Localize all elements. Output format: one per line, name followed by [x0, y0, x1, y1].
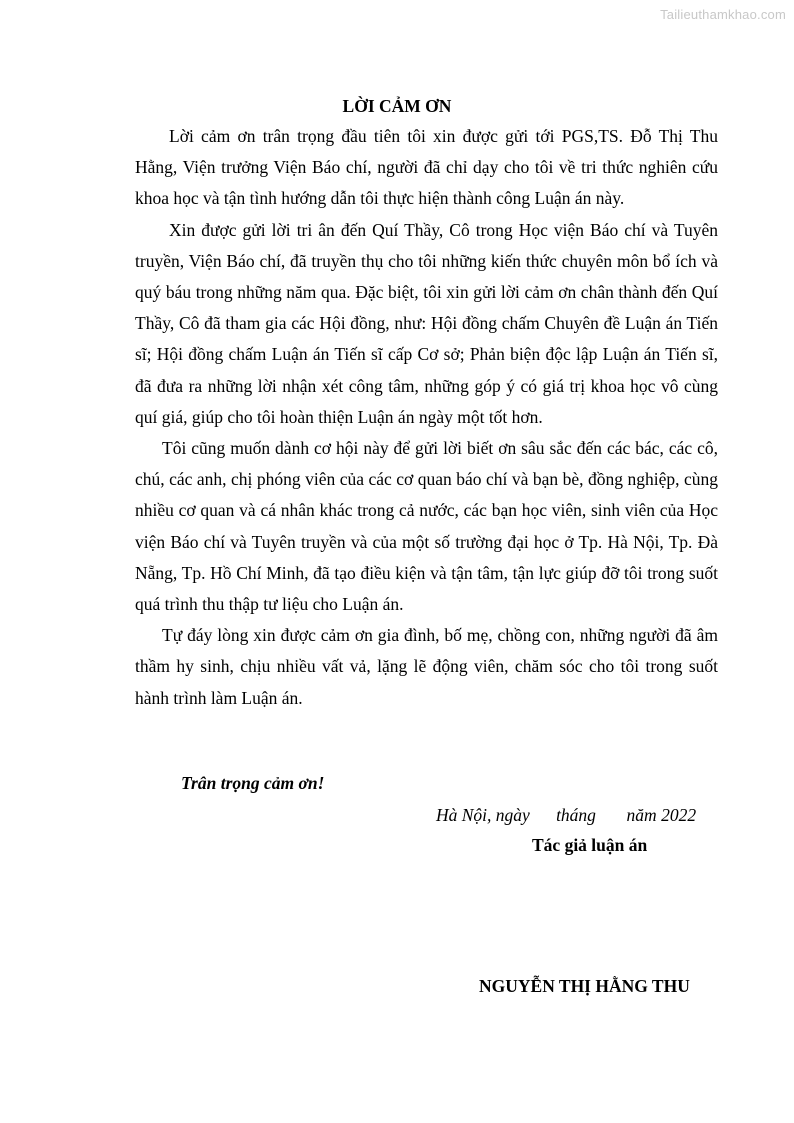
- date-line: Hà Nội, ngày tháng năm 2022: [436, 805, 697, 825]
- closing-line: Trân trọng cảm ơn!: [181, 773, 325, 793]
- document-body: [135, 121, 718, 714]
- author-label: Tác giả luận án: [532, 835, 648, 855]
- page-title: LỜI CẢM ƠN: [342, 96, 452, 116]
- author-name: NGUYỄN THỊ HẰNG THU: [479, 976, 690, 996]
- paragraph-3: Tôi cũng muốn dành cơ hội này để gửi lời biết ơn sâu sắc đến các bác, các cô, chú, các anh, chị phóng viên của các cơ quan báo chí và bạn bè, đồng nghiệp, cùng nhiều cơ quan và cá nhân khác trong cả nước, các bạn học viên, sinh viên của Học viện Báo chí và Tuyên truyền và của một số trường đại học ở Tp. Hà Nội, Tp. Đà Nẵng, Tp. Hồ Chí Minh, đã tạo điều kiện và tận tâm, tận lực giúp đỡ tôi trong suốt quá trình thu thập tư liệu cho Luận án.: [135, 438, 718, 615]
- paragraph-1: Lời cảm ơn trân trọng đầu tiên tôi xin được gửi tới PGS,TS. Đỗ Thị Thu Hằng, Viện trưởng Viện Báo chí, người đã chỉ dạy cho tôi về tri thức nghiên cứu khoa học và tận tình hướng dẫn tôi thực hiện thành công Luận án này.: [135, 126, 718, 209]
- paragraph-2: Xin được gửi lời tri ân đến Quí Thầy, Cô trong Học viện Báo chí và Tuyên truyền, Viện Báo chí, đã truyền thụ cho tôi những kiến thức chuyên môn bổ ích và quý báu trong những năm qua. Đặc biệt, tôi xin gửi lời cảm ơn chân thành đến Quí Thầy, Cô đã tham gia các Hội đồng, như: Hội đồng chấm Chuyên đề Luận án Tiến sĩ; Hội đồng chấm Luận án Tiến sĩ cấp Cơ sở; Phản biện độc lập Luận án Tiến sĩ, đã đưa ra những lời nhận xét công tâm, những góp ý có giá trị khoa học vô cùng quí giá, giúp cho tôi hoàn thiện Luận án ngày một tốt hơn.: [135, 219, 718, 427]
- paragraph-4: Tự đáy lòng xin được cảm ơn gia đình, bố mẹ, chồng con, những người đã âm thầm hy sinh, chịu nhiều vất vả, lặng lẽ động viên, chăm sóc cho tôi trong suốt hành trình làm Luận án.: [135, 625, 718, 708]
- watermark-text: Tailieuthamkhao.com: [660, 7, 786, 22]
